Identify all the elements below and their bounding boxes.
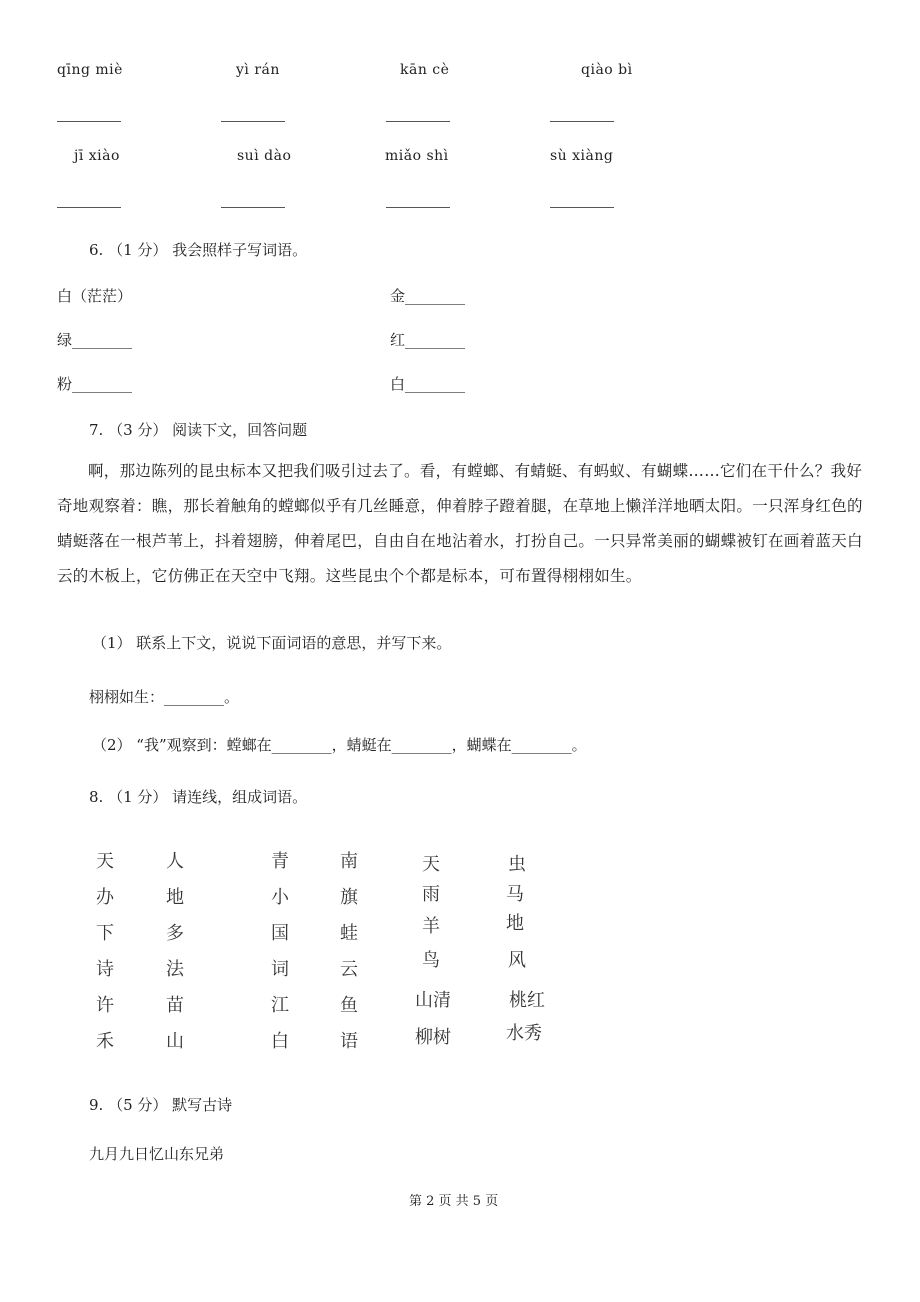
match-char[interactable]: 鸟	[422, 950, 440, 971]
q7-passage: 啊，那边陈列的昆虫标本又把我们吸引过去了。看，有螳螂、有蜻蜓、有蚂蚁、有蝴蝶……它们在干什么？我好奇地观察着：瞧，那长着触角的螳螂似乎有几丝睡意，伸着脖子蹬着腿，在草地上懒洋洋地晒太阳。一只浑身红色的蜻蜓落在一根芦苇上，抖着翅膀，伸着尾巴，自由自在地沾着水，打扮自己。一只异常美丽的蝴蝶被钉在画着蓝天白云的木板上，它仿佛正在天空中飞翔。这些昆虫个个都是标本，可布置得栩栩如生。	[57, 462, 863, 585]
q7-sub2: （2） “我”观察到：螳螂在________，蜻蜓在________，蝴蝶在________。	[92, 736, 587, 754]
match-char[interactable]: 许	[96, 995, 114, 1016]
question-6-title: 6. （1 分） 我会照样子写词语。	[89, 241, 308, 259]
match-char[interactable]: 青	[271, 851, 289, 872]
match-char[interactable]: 虫	[508, 854, 526, 875]
match-char[interactable]: 多	[166, 923, 184, 944]
poem-title: 九月九日忆山东兄弟	[89, 1145, 225, 1163]
page-number: 第 2 页 共 5 页	[409, 1194, 499, 1209]
match-char[interactable]: 旗	[340, 887, 358, 908]
match-char[interactable]: 桃红	[509, 990, 545, 1011]
match-char[interactable]: 白	[271, 1031, 289, 1052]
question-9-title: 9. （5 分） 默写古诗	[89, 1096, 233, 1114]
answer-blank[interactable]	[221, 121, 285, 122]
match-char[interactable]: 天	[96, 851, 114, 872]
pinyin-5: jī xiào	[74, 148, 120, 164]
match-char[interactable]: 地	[506, 913, 524, 934]
pinyin-7: miǎo shì	[385, 148, 449, 164]
answer-blank[interactable]	[386, 207, 450, 208]
question-8-title: 8. （1 分） 请连线，组成词语。	[89, 788, 308, 806]
answer-blank[interactable]	[57, 207, 121, 208]
pinyin-1: qīng miè	[57, 62, 123, 78]
match-char[interactable]: 小	[271, 887, 289, 908]
match-char[interactable]: 江	[271, 995, 289, 1016]
match-char[interactable]: 雨	[422, 884, 440, 905]
q6-right-2: 红________	[390, 331, 466, 349]
match-char[interactable]: 语	[340, 1031, 358, 1052]
match-char[interactable]: 风	[508, 950, 526, 971]
answer-blank[interactable]	[386, 121, 450, 122]
pinyin-6: suì dào	[237, 148, 292, 164]
match-char[interactable]: 法	[166, 959, 184, 980]
match-char[interactable]: 苗	[166, 995, 184, 1016]
match-char[interactable]: 马	[506, 884, 524, 905]
match-char[interactable]: 南	[340, 851, 358, 872]
match-char[interactable]: 柳树	[415, 1027, 451, 1048]
answer-blank[interactable]	[550, 207, 614, 208]
match-char[interactable]: 禾	[96, 1031, 114, 1052]
match-char[interactable]: 诗	[96, 959, 114, 980]
match-char[interactable]: 地	[166, 887, 184, 908]
match-char[interactable]: 人	[166, 851, 184, 872]
match-char[interactable]: 蛙	[340, 923, 358, 944]
q6-right-1: 金________	[390, 287, 466, 305]
match-char[interactable]: 山清	[415, 990, 451, 1011]
match-char[interactable]: 词	[271, 959, 289, 980]
q6-left-1: 白（茫茫）	[57, 287, 133, 305]
q6-left-2: 绿________	[57, 331, 133, 349]
q6-left-3: 粉________	[57, 375, 133, 393]
answer-blank[interactable]	[57, 121, 121, 122]
pinyin-4: qiào bì	[581, 62, 633, 78]
match-char[interactable]: 天	[422, 854, 440, 875]
q7-sub1: （1） 联系上下文，说说下面词语的意思，并写下来。	[92, 634, 452, 652]
match-char[interactable]: 鱼	[340, 995, 358, 1016]
match-char[interactable]: 山	[166, 1031, 184, 1052]
match-char[interactable]: 下	[96, 923, 114, 944]
pinyin-2: yì rán	[236, 62, 280, 78]
match-char[interactable]: 云	[340, 959, 358, 980]
match-char[interactable]: 国	[271, 923, 289, 944]
answer-blank[interactable]	[550, 121, 614, 122]
pinyin-8: sù xiàng	[550, 148, 614, 164]
pinyin-3: kān cè	[400, 62, 450, 78]
answer-blank[interactable]	[221, 207, 285, 208]
question-7-title: 7. （3 分） 阅读下文，回答问题	[89, 421, 308, 439]
q7-sub1-answer: 栩栩如生：________。	[89, 688, 240, 706]
match-char[interactable]: 水秀	[506, 1023, 542, 1044]
match-char[interactable]: 羊	[422, 916, 440, 937]
q6-right-3: 白________	[390, 375, 466, 393]
match-char[interactable]: 办	[96, 887, 114, 908]
